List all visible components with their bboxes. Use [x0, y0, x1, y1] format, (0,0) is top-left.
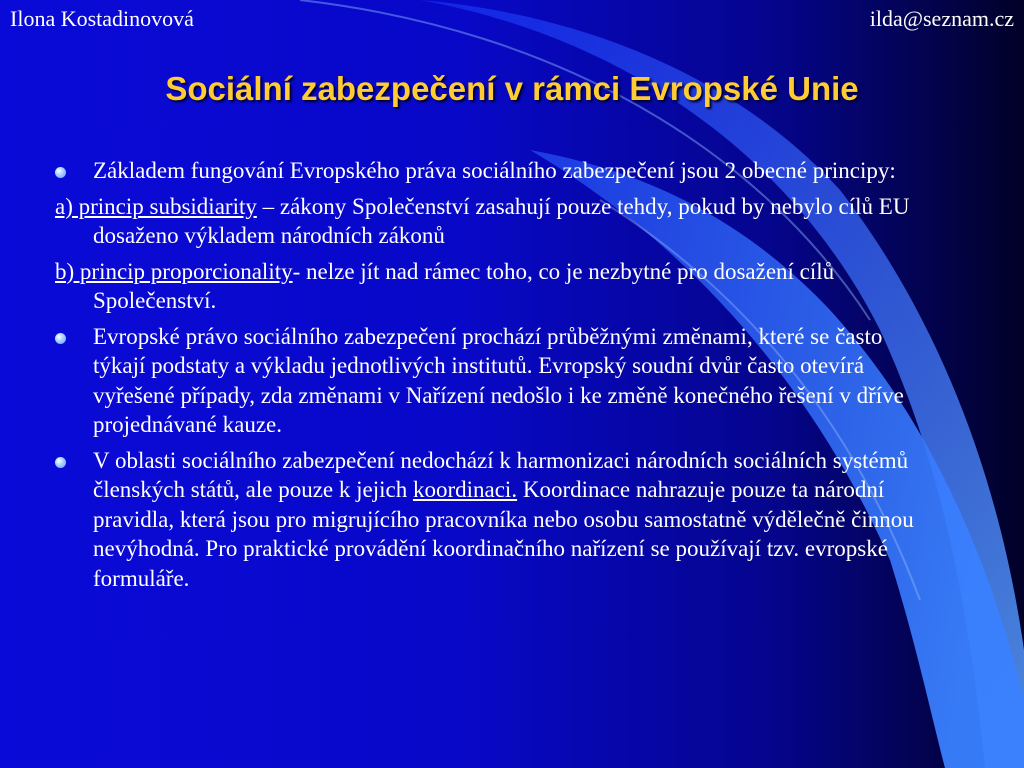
bullet-icon: [55, 167, 66, 178]
coordination-link[interactable]: koordinaci.: [412, 477, 518, 502]
subitem-proportionality: [55, 257, 935, 316]
bullet-item-changes: [55, 322, 935, 440]
proportionality-text: - nelze jít nad rámec toho, co je nezbytné pro dosažení cílů Společenství.: [93, 258, 835, 313]
header-author: Ilona Kostadinovová: [10, 6, 194, 31]
bullet-item-principles: [55, 156, 935, 186]
proportionality-link[interactable]: b) princip proporcionality: [55, 258, 293, 284]
bullet-icon: [55, 457, 66, 468]
subsidiarity-link[interactable]: a) princip subsidiarity: [55, 193, 257, 219]
bullet-text-part1: V oblasti sociálního zabezpečení nedochází k harmonizaci národních sociálních systémů členských států, ale pouze k jejich: [93, 447, 909, 502]
bullet-item-coordination: [55, 446, 935, 594]
slide-content: [55, 156, 935, 599]
bullet-icon: [55, 333, 66, 344]
slide-title: Sociální zabezpečení v rámci Evropské Unie: [165, 70, 859, 107]
header-email: ilda@seznam.cz: [869, 6, 1014, 31]
bullet-text-part2: Koordinace nahrazuje pouze ta národní pravidla, která jsou pro migrujícího pracovníka nebo osobu samostatně výdělečně činnou nevýhodná. Pro praktické provádění koordinačního nařízení se používají tzv. evropské formuláře.: [93, 477, 914, 591]
bullet-text: Evropské právo sociálního zabezpečení prochází průběžnými změnami, které se často týkají podstaty a výkladu jednotlivých institutů. Evropský soudní dvůr často otevírá vyřešené případy, zda změnami v Nařízení nedošlo i ke změně konečného řešení v dříve projednávané kauze.: [93, 323, 904, 437]
bullet-text: Základem fungování Evropského práva sociálního zabezpečení jsou 2 obecné principy:: [93, 158, 896, 183]
subsidiarity-text: – zákony Společenství zasahují pouze tehdy, pokud by nebylo cílů EU dosaženo výkladem národních zákonů: [93, 193, 910, 248]
subitem-subsidiarity: [55, 192, 935, 251]
